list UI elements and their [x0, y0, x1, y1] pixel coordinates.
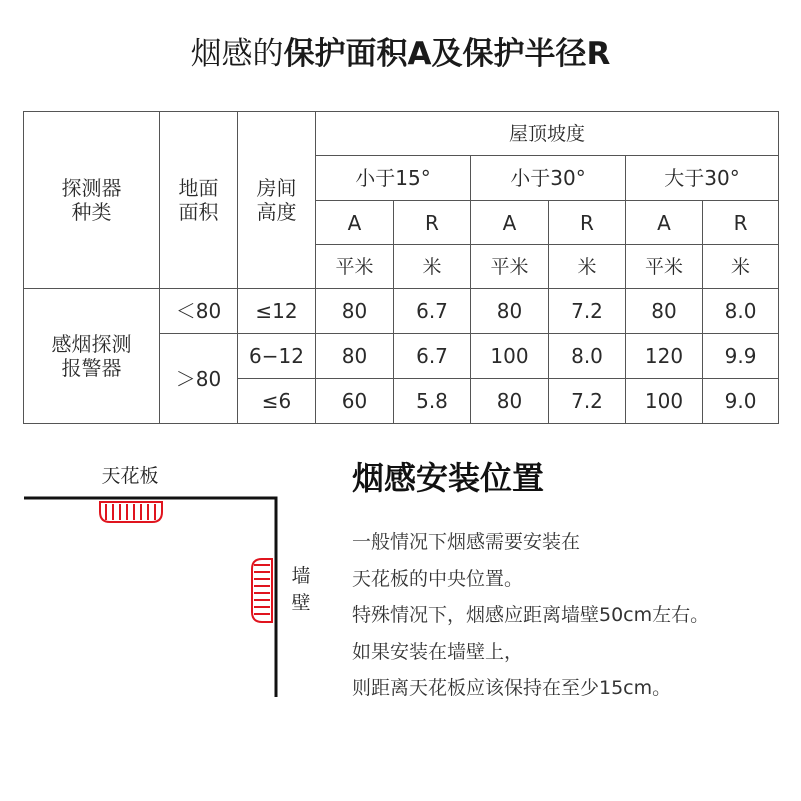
- description-line: 特殊情况下，烟感应距离墙壁50cm左右。: [352, 604, 710, 626]
- header-unit-m: 米: [394, 245, 471, 289]
- description-line: 则距离天花板应该保持在至少15cm。: [352, 677, 672, 699]
- value-cell: 80: [471, 379, 549, 424]
- protection-table: [23, 111, 779, 424]
- value-cell: 8.0: [549, 334, 626, 379]
- installation-description: [352, 524, 792, 707]
- header-param-r: R: [394, 201, 471, 245]
- header-floor-area: 地面 面积: [160, 112, 238, 289]
- value-cell: 80: [316, 334, 394, 379]
- header-unit-sqm: 平米: [316, 245, 394, 289]
- header-unit-sqm: 平米: [471, 245, 549, 289]
- wall-smoke-detector-icon: [252, 559, 272, 622]
- value-cell: 80: [316, 289, 394, 334]
- floor-area-cell: ＞80: [160, 334, 238, 424]
- room-height-cell: ≤12: [238, 289, 316, 334]
- title-light-part: 烟感的: [190, 36, 284, 72]
- header-slope-lt30: 小于30°: [471, 156, 626, 201]
- description-line: 一般情况下烟感需要安装在: [352, 531, 581, 553]
- header-param-a: A: [316, 201, 394, 245]
- room-height-cell: ≤6: [238, 379, 316, 424]
- value-cell: 100: [626, 379, 703, 424]
- value-cell: 120: [626, 334, 703, 379]
- value-cell: 6.7: [394, 334, 471, 379]
- value-cell: 100: [471, 334, 549, 379]
- title-bold-part: 保护面积A及保护半径R: [283, 36, 611, 72]
- header-unit-m: 米: [703, 245, 779, 289]
- ceiling-smoke-detector-icon: [100, 502, 162, 522]
- section-title: 烟感安装位置: [352, 459, 545, 497]
- value-cell: 7.2: [549, 379, 626, 424]
- value-cell: 5.8: [394, 379, 471, 424]
- detector-name-cell: 感烟探测 报警器: [24, 289, 160, 424]
- value-cell: 80: [471, 289, 549, 334]
- header-unit-sqm: 平米: [626, 245, 703, 289]
- header-slope-gt30: 大于30°: [626, 156, 779, 201]
- floor-area-cell: ＜80: [160, 289, 238, 334]
- installation-diagram: [0, 450, 330, 710]
- header-detector-type: 探测器 种类: [24, 112, 160, 289]
- header-param-a: A: [626, 201, 703, 245]
- header-param-r: R: [703, 201, 779, 245]
- ceiling-label: 天花板: [101, 465, 159, 487]
- header-room-height: 房间 高度: [238, 112, 316, 289]
- page-title: [0, 34, 801, 74]
- ceiling-wall-diagram: [0, 450, 330, 710]
- value-cell: 7.2: [549, 289, 626, 334]
- description-line: 如果安装在墙壁上，: [352, 640, 524, 663]
- value-cell: 9.0: [703, 379, 779, 424]
- header-roof-slope: 屋顶坡度: [316, 112, 779, 156]
- header-param-r: R: [549, 201, 626, 245]
- value-cell: 9.9: [703, 334, 779, 379]
- header-param-a: A: [471, 201, 549, 245]
- wall-label-bottom: 壁: [291, 592, 311, 614]
- wall-label-top: 墙: [291, 565, 311, 587]
- header-unit-m: 米: [549, 245, 626, 289]
- value-cell: 8.0: [703, 289, 779, 334]
- room-height-cell: 6−12: [238, 334, 316, 379]
- value-cell: 80: [626, 289, 703, 334]
- description-line: 天花板的中央位置。: [352, 567, 524, 590]
- header-slope-lt15: 小于15°: [316, 156, 471, 201]
- ceiling-wall-line: [24, 498, 276, 697]
- value-cell: 6.7: [394, 289, 471, 334]
- value-cell: 60: [316, 379, 394, 424]
